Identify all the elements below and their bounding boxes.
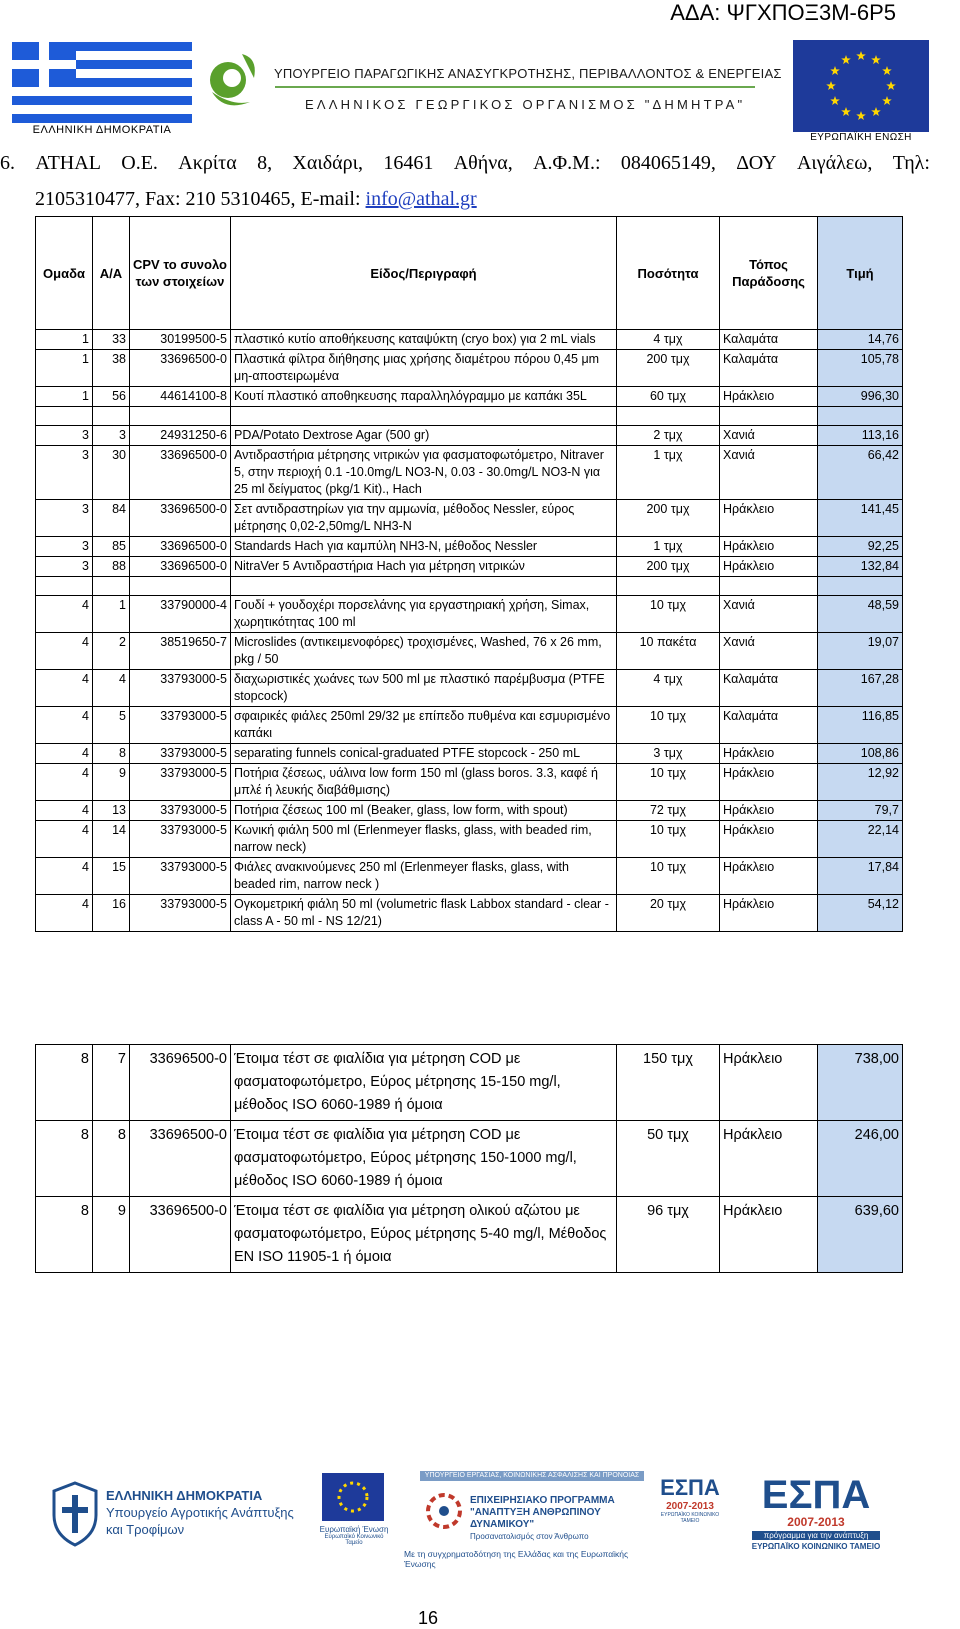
table-row bbox=[36, 633, 903, 670]
cell-description: Microslides (αντικειμενοφόρες) τροχισμένες, Washed, 76 x 26 mm, pkg / 50 bbox=[231, 633, 617, 670]
empty-cell bbox=[93, 577, 130, 596]
cell-delivery: Ηράκλειο bbox=[720, 895, 818, 932]
empty-cell bbox=[818, 407, 903, 426]
cell-quantity: 50 τμχ bbox=[617, 1121, 720, 1197]
address-word: Χαιδάρι, bbox=[292, 152, 363, 174]
footer-program-line-3: Προσανατολισμός στον Άνθρωπο bbox=[470, 1532, 589, 1541]
cell-cpv: 38519650-7 bbox=[130, 633, 231, 670]
cell-aa: 9 bbox=[93, 1197, 130, 1273]
eu-small-flag-icon bbox=[322, 1473, 384, 1521]
cell-quantity: 10 τμχ bbox=[617, 821, 720, 858]
cell-group: 4 bbox=[36, 821, 93, 858]
cell-price: 116,85 bbox=[818, 707, 903, 744]
cell-cpv: 33793000-5 bbox=[130, 895, 231, 932]
cell-aa: 8 bbox=[93, 744, 130, 764]
cell-delivery: Καλαμάτα bbox=[720, 707, 818, 744]
address-word: 084065149, bbox=[620, 152, 716, 174]
col-description: Είδος/Περιγραφή bbox=[231, 217, 617, 330]
cell-group: 1 bbox=[36, 387, 93, 407]
cell-cpv: 33696500-0 bbox=[130, 1045, 231, 1121]
cell-aa: 84 bbox=[93, 500, 130, 537]
table-row bbox=[36, 537, 903, 557]
cell-delivery: Ηράκλειο bbox=[720, 1197, 818, 1273]
cell-price: 132,84 bbox=[818, 557, 903, 577]
cell-cpv: 33793000-5 bbox=[130, 858, 231, 895]
cell-quantity: 10 τμχ bbox=[617, 858, 720, 895]
col-group: Ομαδα bbox=[36, 217, 93, 330]
cell-quantity: 4 τμχ bbox=[617, 670, 720, 707]
cell-price: 639,60 bbox=[818, 1197, 903, 1273]
cell-aa: 2 bbox=[93, 633, 130, 670]
cell-price: 48,59 bbox=[818, 596, 903, 633]
cell-quantity: 200 τμχ bbox=[617, 350, 720, 387]
footer-eu-caption-2: Ευρωπαϊκό Κοινωνικό Ταμείο bbox=[324, 1534, 384, 1546]
cell-quantity: 1 τμχ bbox=[617, 446, 720, 500]
cell-price: 108,86 bbox=[818, 744, 903, 764]
cell-group: 4 bbox=[36, 633, 93, 670]
cell-description: NitraVer 5 Αντιδραστήρια Hach για μέτρηση νιτρικών bbox=[231, 557, 617, 577]
empty-cell bbox=[36, 407, 93, 426]
espa-small-fund: ΕΥΡΩΠΑΪΚΟ ΚΟΙΝΩΝΙΚΟ ΤΑΜΕΙΟ bbox=[660, 1512, 720, 1524]
cell-quantity: 4 τμχ bbox=[617, 330, 720, 350]
cell-description: Αντιδραστήρια μέτρησης νιτρικών για φασματοφωτόμετρο, Nitraver 5, στην περιοχή 0.1 -10.0mg/L NO3-N, 0.03 - 30.0mg/L NO3-N για 25 ml δείγματος (pkg/1 Kit)., Hach bbox=[231, 446, 617, 500]
address-line-2 bbox=[0, 181, 930, 217]
col-delivery: Τόπος Παράδοσης bbox=[720, 217, 818, 330]
cell-quantity: 10 τμχ bbox=[617, 707, 720, 744]
cell-group: 1 bbox=[36, 330, 93, 350]
footer-ministry-text: ΥΠΟΥΡΓΕΙΟ ΕΡΓΑΣΙΑΣ, ΚΟΙΝΩΝΙΚΗΣ ΑΣΦΑΛΙΣΗΣ ΚΑΙ ΠΡΟΝΟΙΑΣ bbox=[424, 1472, 640, 1479]
espa-big-fund: ΕΥΡΩΠΑΪΚΟ ΚΟΙΝΩΝΙΚΟ ΤΑΜΕΙΟ bbox=[751, 1542, 881, 1551]
ada-code: ΑΔΑ: ΨΓΧΠΟΞ3Μ-6Ρ5 bbox=[670, 0, 896, 25]
cell-cpv: 33793000-5 bbox=[130, 707, 231, 744]
footer-eu-caption-1: Ευρωπαϊκή Ένωση bbox=[319, 1525, 389, 1534]
cell-cpv: 33696500-0 bbox=[130, 500, 231, 537]
cell-delivery: Χανιά bbox=[720, 633, 818, 670]
footer-cofund-text: Με τη συγχρηματοδότηση της Ελλάδας και της Ευρωπαϊκής Ένωσης bbox=[404, 1549, 629, 1569]
cell-quantity: 2 τμχ bbox=[617, 426, 720, 446]
address-word: ΔΟΥ bbox=[736, 152, 777, 174]
cell-delivery: Χανιά bbox=[720, 446, 818, 500]
table-row bbox=[36, 387, 903, 407]
contact-numbers: 2105310477, Fax: 210 5310465, E-mail: bbox=[35, 188, 366, 210]
cell-quantity: 1 τμχ bbox=[617, 537, 720, 557]
cell-group: 4 bbox=[36, 707, 93, 744]
cell-price: 22,14 bbox=[818, 821, 903, 858]
page-number: 16 bbox=[418, 1608, 439, 1628]
table-row bbox=[36, 1197, 903, 1273]
cell-price: 66,42 bbox=[818, 446, 903, 500]
table-row bbox=[36, 557, 903, 577]
cell-price: 167,28 bbox=[818, 670, 903, 707]
table-row bbox=[36, 596, 903, 633]
cell-group: 4 bbox=[36, 744, 93, 764]
empty-cell bbox=[130, 577, 231, 596]
address-word: 6. bbox=[0, 152, 15, 174]
cell-aa: 7 bbox=[93, 1045, 130, 1121]
cell-group: 8 bbox=[36, 1121, 93, 1197]
cell-group: 4 bbox=[36, 596, 93, 633]
footer-gov-line-3: και Τροφίμων bbox=[106, 1522, 185, 1537]
cell-cpv: 33793000-5 bbox=[130, 744, 231, 764]
cell-group: 3 bbox=[36, 500, 93, 537]
cell-quantity: 200 τμχ bbox=[617, 557, 720, 577]
cell-price: 92,25 bbox=[818, 537, 903, 557]
cell-aa: 38 bbox=[93, 350, 130, 387]
cell-aa: 9 bbox=[93, 764, 130, 801]
footer-logos bbox=[0, 1465, 960, 1621]
cell-description: Γουδί + γουδοχέρι πορσελάνης για εργαστηριακή χρήση, Simax, χωρητικότητας 100 ml bbox=[231, 596, 617, 633]
cell-cpv: 33696500-0 bbox=[130, 1197, 231, 1273]
espa-big-years: 2007-2013 bbox=[787, 1515, 845, 1529]
cell-quantity: 60 τμχ bbox=[617, 387, 720, 407]
cell-delivery: Ηράκλειο bbox=[720, 537, 818, 557]
address-line-1 bbox=[0, 145, 930, 181]
cell-price: 17,84 bbox=[818, 858, 903, 895]
empty-cell bbox=[617, 577, 720, 596]
cell-cpv: 30199500-5 bbox=[130, 330, 231, 350]
cell-price: 996,30 bbox=[818, 387, 903, 407]
cell-delivery: Καλαμάτα bbox=[720, 330, 818, 350]
cell-cpv: 33793000-5 bbox=[130, 670, 231, 707]
espa-big-tagline: πρόγραμμα για την ανάπτυξη bbox=[752, 1531, 880, 1540]
table-row bbox=[36, 821, 903, 858]
table-row bbox=[36, 350, 903, 387]
col-cpv: CPV το συνολο των στοιχείων bbox=[130, 217, 231, 330]
empty-cell bbox=[818, 577, 903, 596]
cell-aa: 30 bbox=[93, 446, 130, 500]
address-word: Τηλ: bbox=[892, 152, 930, 174]
espa-small-logo bbox=[658, 1475, 722, 1524]
address-word: 16461 bbox=[383, 152, 434, 174]
espa-big-title: ΕΣΠΑ bbox=[761, 1473, 871, 1517]
address-word: 8, bbox=[257, 152, 273, 174]
cell-price: 54,12 bbox=[818, 895, 903, 932]
eu-flag-icon bbox=[793, 40, 929, 132]
cell-group: 3 bbox=[36, 537, 93, 557]
cell-group: 8 bbox=[36, 1197, 93, 1273]
cell-cpv: 44614100-8 bbox=[130, 387, 231, 407]
footer-program-text bbox=[470, 1495, 650, 1543]
cell-quantity: 72 τμχ bbox=[617, 801, 720, 821]
cell-group: 1 bbox=[36, 350, 93, 387]
cell-quantity: 20 τμχ bbox=[617, 895, 720, 932]
espa-small-title: ΕΣΠΑ bbox=[660, 1475, 720, 1500]
espa-big-logo bbox=[744, 1475, 888, 1551]
cell-description: Ποτήρια ζέσεως 100 ml (Beaker, glass, low form, with spout) bbox=[231, 801, 617, 821]
cell-description: Ποτήρια ζέσεως, υάλινα low form 150 ml (glass boros. 3.3, καφέ ή μπλέ ή λευκής διαβάθμισης) bbox=[231, 764, 617, 801]
cell-aa: 14 bbox=[93, 821, 130, 858]
cell-aa: 1 bbox=[93, 596, 130, 633]
cell-price: 113,16 bbox=[818, 426, 903, 446]
table-row bbox=[36, 670, 903, 707]
spacer-row bbox=[36, 407, 903, 426]
cell-description: Έτοιμα τέστ σε φιαλίδια για μέτρηση ολικού αζώτου με φασματοφωτόμετρο, Εύρος μέτρησης 5-40 mg/l, Μέθοδος EN ISO 11905-1 ή όμοια bbox=[231, 1197, 617, 1273]
table-row bbox=[36, 446, 903, 500]
empty-cell bbox=[130, 407, 231, 426]
cell-delivery: Ηράκλειο bbox=[720, 1045, 818, 1121]
cell-quantity: 96 τμχ bbox=[617, 1197, 720, 1273]
cell-aa: 15 bbox=[93, 858, 130, 895]
cell-quantity: 10 τμχ bbox=[617, 764, 720, 801]
cell-cpv: 33696500-0 bbox=[130, 446, 231, 500]
cell-description: Κωνική φιάλη 500 ml (Erlenmeyer flasks, glass, with beaded rim, narrow neck) bbox=[231, 821, 617, 858]
empty-cell bbox=[720, 407, 818, 426]
cell-delivery: Ηράκλειο bbox=[720, 821, 818, 858]
greek-republic-caption: ΕΛΛΗΝΙΚΗ ΔΗΜΟΚΡΑΤΙΑ bbox=[32, 124, 172, 136]
cell-cpv: 33793000-5 bbox=[130, 764, 231, 801]
cell-delivery: Χανιά bbox=[720, 426, 818, 446]
cell-delivery: Χανιά bbox=[720, 596, 818, 633]
empty-cell bbox=[231, 407, 617, 426]
cell-delivery: Καλαμάτα bbox=[720, 670, 818, 707]
cell-delivery: Ηράκλειο bbox=[720, 387, 818, 407]
cell-quantity: 150 τμχ bbox=[617, 1045, 720, 1121]
cell-description: σφαιρικές φιάλες 250ml 29/32 με επίπεδο πυθμένα και εσμυρισμένο καπάκι bbox=[231, 707, 617, 744]
cell-price: 246,00 bbox=[818, 1121, 903, 1197]
cell-description: Ογκομετρική φιάλη 50 ml (volumetric flask Labbox standard - clear - class A - 50 ml - NS 12/21) bbox=[231, 895, 617, 932]
ministry-name: ΥΠΟΥΡΓΕΙΟ ΠΑΡΑΓΩΓΙΚΗΣ ΑΝΑΣΥΓΚΡΟΤΗΣΗΣ, ΠΕΡΙΒΑΛΛΟΝΤΟΣ & ΕΝΕΡΓΕΙΑΣ bbox=[274, 66, 782, 81]
cell-description: διαχωριστικές χωάνες των 500 ml με πλαστικό παρέμβυσμα (PTFE stopcock) bbox=[231, 670, 617, 707]
cell-delivery: Ηράκλειο bbox=[720, 1121, 818, 1197]
address-block bbox=[0, 145, 930, 217]
cell-cpv: 33696500-0 bbox=[130, 537, 231, 557]
elgo-name: ΕΛΛΗΝΙΚΟΣ ΓΕΩΡΓΙΚΟΣ ΟΡΓΑΝΙΣΜΟΣ "ΔΗΜΗΤΡΑ" bbox=[305, 97, 746, 112]
spacer-row bbox=[36, 577, 903, 596]
cell-price: 105,78 bbox=[818, 350, 903, 387]
cell-description: Έτοιμα τέστ σε φιαλίδια για μέτρηση COD με φασματοφωτόμετρο, Εύρος μέτρησης 15-150 mg/l, μέθοδος ISO 6060-1989 ή όμοια bbox=[231, 1045, 617, 1121]
items-table-group-8 bbox=[35, 1044, 903, 1273]
cell-description: Πλαστικά φίλτρα διήθησης μιας χρήσης διαμέτρου πόρου 0,45 μm μη-αποστειρωμένα bbox=[231, 350, 617, 387]
table-row bbox=[36, 1121, 903, 1197]
cell-group: 4 bbox=[36, 858, 93, 895]
table-row bbox=[36, 707, 903, 744]
footer-gov-line-2: Υπουργείο Αγροτικής Ανάπτυξης bbox=[106, 1505, 294, 1520]
cell-aa: 5 bbox=[93, 707, 130, 744]
eu-caption: ΕΥΡΩΠΑΪΚΗ ΕΝΩΣΗ bbox=[810, 132, 912, 143]
cell-description: separating funnels conical-graduated PTFE stopcock - 250 mL bbox=[231, 744, 617, 764]
col-price: Τιμή bbox=[818, 217, 903, 330]
cell-price: 79,7 bbox=[818, 801, 903, 821]
table-row bbox=[36, 744, 903, 764]
cell-delivery: Ηράκλειο bbox=[720, 858, 818, 895]
cell-aa: 88 bbox=[93, 557, 130, 577]
cell-description: Σετ αντιδραστηρίων για την αμμωνία, μέθοδος Nessler, εύρος μέτρησης 0,02-2,50mg/L NH3-N bbox=[231, 500, 617, 537]
address-word: Ακρίτα bbox=[178, 152, 237, 174]
table-header-row bbox=[36, 217, 903, 330]
col-aa: Α/Α bbox=[93, 217, 130, 330]
empty-cell bbox=[617, 407, 720, 426]
cell-cpv: 24931250-6 bbox=[130, 426, 231, 446]
address-word: O.E. bbox=[121, 152, 158, 174]
cell-aa: 8 bbox=[93, 1121, 130, 1197]
cell-delivery: Καλαμάτα bbox=[720, 350, 818, 387]
cell-quantity: 10 τμχ bbox=[617, 596, 720, 633]
cell-price: 19,07 bbox=[818, 633, 903, 670]
table-row bbox=[36, 1045, 903, 1121]
cell-description: PDA/Potato Dextrose Agar (500 gr) bbox=[231, 426, 617, 446]
cell-cpv: 33696500-0 bbox=[130, 350, 231, 387]
empty-cell bbox=[36, 577, 93, 596]
demeter-logo-icon bbox=[204, 48, 264, 118]
table-row bbox=[36, 895, 903, 932]
cell-group: 4 bbox=[36, 764, 93, 801]
items-table bbox=[35, 216, 903, 932]
cell-price: 14,76 bbox=[818, 330, 903, 350]
cell-description: Κουτί πλαστικό αποθηκευσης παραλληλόγραμμο με καπάκι 35L bbox=[231, 387, 617, 407]
table-row bbox=[36, 330, 903, 350]
cell-description: πλαστικό κυτίο αποθήκευσης καταψύκτη (cryo box) για 2 mL vials bbox=[231, 330, 617, 350]
cell-aa: 56 bbox=[93, 387, 130, 407]
col-quantity: Ποσότητα bbox=[617, 217, 720, 330]
table-row bbox=[36, 858, 903, 895]
address-word: Α.Φ.Μ.: bbox=[533, 152, 601, 174]
cell-aa: 16 bbox=[93, 895, 130, 932]
cell-delivery: Ηράκλειο bbox=[720, 557, 818, 577]
table-row bbox=[36, 426, 903, 446]
cell-group: 3 bbox=[36, 446, 93, 500]
cell-aa: 4 bbox=[93, 670, 130, 707]
footer-gov-text bbox=[106, 1487, 306, 1538]
cell-group: 4 bbox=[36, 670, 93, 707]
cell-cpv: 33696500-0 bbox=[130, 1121, 231, 1197]
espa-small-years: 2007-2013 bbox=[666, 1501, 714, 1512]
address-word: Αθήνα, bbox=[453, 152, 513, 174]
cell-delivery: Ηράκλειο bbox=[720, 500, 818, 537]
cell-delivery: Ηράκλειο bbox=[720, 801, 818, 821]
cell-description: Standards Hach για καμπύλη NH3-N, μέθοδος Nessler bbox=[231, 537, 617, 557]
table-row bbox=[36, 500, 903, 537]
cell-quantity: 10 πακέτα bbox=[617, 633, 720, 670]
address-word: ATHAL bbox=[35, 152, 101, 174]
table-row bbox=[36, 764, 903, 801]
cell-delivery: Ηράκλειο bbox=[720, 744, 818, 764]
cell-delivery: Ηράκλειο bbox=[720, 764, 818, 801]
cell-cpv: 33696500-0 bbox=[130, 557, 231, 577]
email-link[interactable]: info@athal.gr bbox=[365, 188, 477, 210]
empty-cell bbox=[720, 577, 818, 596]
footer-gov-line-1: ΕΛΛΗΝΙΚΗ ΔΗΜΟΚΡΑΤΙΑ bbox=[106, 1488, 263, 1503]
cell-price: 738,00 bbox=[818, 1045, 903, 1121]
cell-cpv: 33793000-5 bbox=[130, 821, 231, 858]
cell-quantity: 3 τμχ bbox=[617, 744, 720, 764]
cell-aa: 3 bbox=[93, 426, 130, 446]
footer-program-line-2: "ΑΝΑΠΤΥΞΗ ΑΝΘΡΩΠΙΝΟΥ ΔΥΝΑΜΙΚΟΥ" bbox=[470, 1507, 601, 1530]
greek-coat-of-arms-icon bbox=[50, 1481, 100, 1547]
cell-price: 141,45 bbox=[818, 500, 903, 537]
cell-group: 8 bbox=[36, 1045, 93, 1121]
cell-cpv: 33790000-4 bbox=[130, 596, 231, 633]
cell-aa: 33 bbox=[93, 330, 130, 350]
cell-aa: 13 bbox=[93, 801, 130, 821]
cell-price: 12,92 bbox=[818, 764, 903, 801]
cell-quantity: 200 τμχ bbox=[617, 500, 720, 537]
greek-flag-icon bbox=[12, 42, 192, 126]
cell-description: Φιάλες ανακινούμενες 250 ml (Erlenmeyer flasks, glass, with beaded rim, narrow neck ) bbox=[231, 858, 617, 895]
empty-cell bbox=[231, 577, 617, 596]
cell-group: 4 bbox=[36, 801, 93, 821]
cell-description: Έτοιμα τέστ σε φιαλίδια για μέτρηση COD με φασματοφωτόμετρο, Εύρος μέτρησης 150-1000 mg/l, μέθοδος ISO 6060-1989 ή όμοια bbox=[231, 1121, 617, 1197]
address-word: Αιγάλεω, bbox=[796, 152, 873, 174]
logo-divider bbox=[275, 86, 755, 88]
cell-group: 3 bbox=[36, 557, 93, 577]
table-row bbox=[36, 801, 903, 821]
program-logo-icon bbox=[424, 1491, 464, 1531]
cell-cpv: 33793000-5 bbox=[130, 801, 231, 821]
cell-aa: 85 bbox=[93, 537, 130, 557]
cell-group: 4 bbox=[36, 895, 93, 932]
footer-program-line-1: ΕΠΙΧΕΙΡΗΣΙΑΚΟ ΠΡΟΓΡΑΜΜΑ bbox=[470, 1495, 615, 1506]
cell-group: 3 bbox=[36, 426, 93, 446]
empty-cell bbox=[93, 407, 130, 426]
